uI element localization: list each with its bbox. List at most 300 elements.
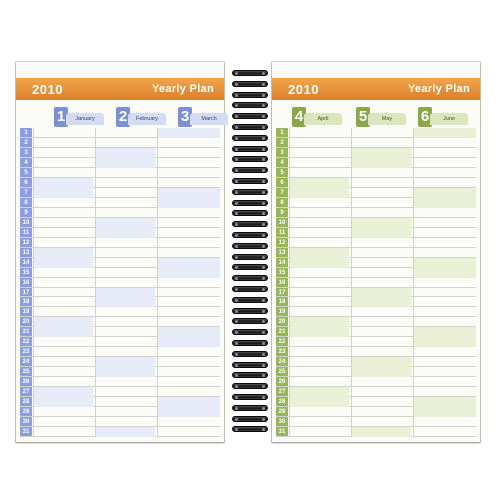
day-cell[interactable] <box>33 367 93 377</box>
day-number: 23 <box>278 349 286 356</box>
day-cell[interactable] <box>413 148 476 158</box>
day-cell[interactable] <box>95 407 155 417</box>
day-cell[interactable] <box>95 387 155 397</box>
left-day-row <box>20 297 220 307</box>
day-number: 24 <box>22 359 30 366</box>
day-cell[interactable] <box>157 317 220 327</box>
day-number: 20 <box>278 319 286 326</box>
day-cell[interactable] <box>95 297 155 307</box>
day-cell[interactable] <box>157 427 220 437</box>
right-day-row <box>276 288 476 298</box>
right-day-row <box>276 397 476 407</box>
day-cell[interactable] <box>413 258 476 268</box>
day-cell[interactable] <box>157 377 220 387</box>
day-cell[interactable] <box>289 377 349 387</box>
right-page <box>272 62 480 442</box>
day-number: 30 <box>22 419 30 426</box>
binding-coil <box>232 416 268 422</box>
day-cell[interactable] <box>95 288 155 298</box>
day-cell[interactable] <box>413 138 476 148</box>
day-cell[interactable] <box>413 327 476 337</box>
day-cell[interactable] <box>289 218 349 228</box>
day-cell[interactable] <box>157 407 220 417</box>
binding-coil <box>232 81 268 87</box>
month-number: 3 <box>178 107 192 127</box>
day-cell[interactable] <box>413 268 476 278</box>
day-cell[interactable] <box>413 407 476 417</box>
right-day-row <box>276 198 476 208</box>
left-page-header <box>16 78 224 100</box>
day-cell[interactable] <box>33 258 93 268</box>
day-cell[interactable] <box>413 228 476 238</box>
day-number: 20 <box>22 319 30 326</box>
day-cell[interactable] <box>157 238 220 248</box>
day-cell[interactable] <box>95 377 155 387</box>
day-cell[interactable] <box>33 268 93 278</box>
day-cell[interactable] <box>289 417 349 427</box>
day-number: 31 <box>22 429 30 436</box>
binding-coil <box>232 372 268 378</box>
day-cell[interactable] <box>95 198 155 208</box>
day-cell[interactable] <box>413 288 476 298</box>
day-cell[interactable] <box>351 188 411 198</box>
day-cell[interactable] <box>351 258 411 268</box>
right-day-row <box>276 417 476 427</box>
day-cell[interactable] <box>95 238 155 248</box>
day-cell[interactable] <box>351 367 411 377</box>
binding-coil <box>232 167 268 173</box>
day-cell[interactable] <box>289 198 349 208</box>
day-cell[interactable] <box>95 228 155 238</box>
day-cell[interactable] <box>351 178 411 188</box>
right-day-row <box>276 178 476 188</box>
day-number: 15 <box>22 269 30 276</box>
day-cell[interactable] <box>413 168 476 178</box>
left-day-row <box>20 138 220 148</box>
day-cell[interactable] <box>33 427 93 437</box>
binding-coil <box>232 102 268 108</box>
day-cell[interactable] <box>289 238 349 248</box>
day-cell[interactable] <box>157 208 220 218</box>
day-cell[interactable] <box>289 407 349 417</box>
day-cell[interactable] <box>351 427 411 437</box>
binding-coil <box>232 405 268 411</box>
day-cell[interactable] <box>157 397 220 407</box>
right-day-row <box>276 128 476 138</box>
day-cell[interactable] <box>413 397 476 407</box>
day-cell[interactable] <box>33 238 93 248</box>
day-number: 2 <box>280 139 284 146</box>
day-number: 29 <box>22 409 30 416</box>
day-cell[interactable] <box>289 397 349 407</box>
day-cell[interactable] <box>351 148 411 158</box>
left-page-year: 2010 <box>32 81 63 97</box>
day-cell[interactable] <box>413 377 476 387</box>
day-cell[interactable] <box>289 278 349 288</box>
month-number: 2 <box>116 107 130 127</box>
day-number: 16 <box>278 279 286 286</box>
right-day-row <box>276 138 476 148</box>
day-cell[interactable] <box>289 248 349 258</box>
day-cell[interactable] <box>351 208 411 218</box>
left-day-row <box>20 128 220 138</box>
day-cell[interactable] <box>351 307 411 317</box>
day-cell[interactable] <box>413 307 476 317</box>
day-cell[interactable] <box>33 198 93 208</box>
day-cell[interactable] <box>351 387 411 397</box>
day-cell[interactable] <box>413 198 476 208</box>
day-cell[interactable] <box>157 218 220 228</box>
day-cell[interactable] <box>289 138 349 148</box>
day-cell[interactable] <box>157 158 220 168</box>
day-cell[interactable] <box>95 218 155 228</box>
day-cell[interactable] <box>33 278 93 288</box>
day-cell[interactable] <box>157 367 220 377</box>
left-day-row <box>20 188 220 198</box>
day-cell[interactable] <box>351 278 411 288</box>
day-cell[interactable] <box>157 248 220 258</box>
day-number: 30 <box>278 419 286 426</box>
binding-coil <box>232 243 268 249</box>
day-cell[interactable] <box>289 347 349 357</box>
day-cell[interactable] <box>33 307 93 317</box>
day-cell[interactable] <box>289 178 349 188</box>
day-cell[interactable] <box>289 188 349 198</box>
day-cell[interactable] <box>289 387 349 397</box>
right-day-row <box>276 317 476 327</box>
day-number: 29 <box>278 409 286 416</box>
day-cell[interactable] <box>351 288 411 298</box>
day-cell[interactable] <box>289 258 349 268</box>
month-name: January <box>66 113 104 125</box>
day-cell[interactable] <box>413 158 476 168</box>
day-cell[interactable] <box>33 337 93 347</box>
binding-coil <box>232 426 268 432</box>
day-cell[interactable] <box>351 397 411 407</box>
day-cell[interactable] <box>351 377 411 387</box>
day-cell[interactable] <box>33 407 93 417</box>
day-cell[interactable] <box>33 178 93 188</box>
day-cell[interactable] <box>351 238 411 248</box>
day-cell[interactable] <box>95 347 155 357</box>
day-cell[interactable] <box>95 268 155 278</box>
day-cell[interactable] <box>289 158 349 168</box>
binding-coil <box>232 286 268 292</box>
left-day-row <box>20 317 220 327</box>
right-day-row <box>276 367 476 377</box>
binding-coil <box>232 329 268 335</box>
month-tab-june <box>418 107 468 127</box>
day-cell[interactable] <box>157 138 220 148</box>
binding-coil <box>232 383 268 389</box>
day-number: 18 <box>22 299 30 306</box>
right-day-row <box>276 268 476 278</box>
day-number: 9 <box>280 209 284 216</box>
day-cell[interactable] <box>33 327 93 337</box>
day-number: 16 <box>22 279 30 286</box>
day-cell[interactable] <box>413 238 476 248</box>
day-cell[interactable] <box>289 268 349 278</box>
day-cell[interactable] <box>289 427 349 437</box>
right-day-row <box>276 297 476 307</box>
day-number: 11 <box>278 229 286 236</box>
day-cell[interactable] <box>289 228 349 238</box>
day-cell[interactable] <box>33 138 93 148</box>
day-cell[interactable] <box>413 387 476 397</box>
binding-coil <box>232 146 268 152</box>
day-cell[interactable] <box>33 288 93 298</box>
day-cell[interactable] <box>351 268 411 278</box>
day-cell[interactable] <box>351 158 411 168</box>
day-number: 31 <box>278 429 286 436</box>
day-number: 14 <box>278 259 286 266</box>
day-number: 25 <box>278 369 286 376</box>
day-cell[interactable] <box>289 148 349 158</box>
day-cell[interactable] <box>413 178 476 188</box>
day-cell[interactable] <box>351 417 411 427</box>
day-number: 18 <box>278 299 286 306</box>
day-cell[interactable] <box>33 218 93 228</box>
left-day-row <box>20 248 220 258</box>
month-tab-february <box>116 107 166 127</box>
day-cell[interactable] <box>33 397 93 407</box>
binding-coil <box>232 178 268 184</box>
left-day-row <box>20 357 220 367</box>
day-cell[interactable] <box>351 357 411 367</box>
day-cell[interactable] <box>33 228 93 238</box>
month-number: 1 <box>54 107 68 127</box>
day-cell[interactable] <box>413 218 476 228</box>
day-cell[interactable] <box>157 228 220 238</box>
day-cell[interactable] <box>289 337 349 347</box>
day-cell[interactable] <box>289 168 349 178</box>
spiral-binding <box>224 70 276 442</box>
day-cell[interactable] <box>289 288 349 298</box>
day-number: 24 <box>278 359 286 366</box>
day-cell[interactable] <box>413 128 476 138</box>
day-cell[interactable] <box>157 387 220 397</box>
day-cell[interactable] <box>33 417 93 427</box>
day-cell[interactable] <box>157 347 220 357</box>
right-day-row <box>276 168 476 178</box>
day-cell[interactable] <box>95 367 155 377</box>
day-cell[interactable] <box>95 417 155 427</box>
day-cell[interactable] <box>413 248 476 258</box>
day-cell[interactable] <box>33 148 93 158</box>
day-cell[interactable] <box>351 138 411 148</box>
day-cell[interactable] <box>95 148 155 158</box>
binding-coil <box>232 221 268 227</box>
day-cell[interactable] <box>351 168 411 178</box>
day-cell[interactable] <box>33 188 93 198</box>
left-day-row <box>20 278 220 288</box>
day-cell[interactable] <box>95 158 155 168</box>
day-cell[interactable] <box>157 168 220 178</box>
day-number: 4 <box>280 159 284 166</box>
day-cell[interactable] <box>413 278 476 288</box>
day-cell[interactable] <box>33 168 93 178</box>
day-number: 26 <box>22 379 30 386</box>
day-number: 10 <box>22 219 30 226</box>
day-cell[interactable] <box>33 208 93 218</box>
day-cell[interactable] <box>351 198 411 208</box>
day-cell[interactable] <box>95 168 155 178</box>
day-cell[interactable] <box>351 407 411 417</box>
day-number: 23 <box>22 349 30 356</box>
day-cell[interactable] <box>95 397 155 407</box>
day-cell[interactable] <box>95 357 155 367</box>
day-cell[interactable] <box>157 258 220 268</box>
left-day-row <box>20 387 220 397</box>
day-cell[interactable] <box>351 317 411 327</box>
left-day-row <box>20 178 220 188</box>
day-cell[interactable] <box>95 327 155 337</box>
day-cell[interactable] <box>95 178 155 188</box>
month-tab-january <box>54 107 104 127</box>
day-cell[interactable] <box>413 347 476 357</box>
day-cell[interactable] <box>157 198 220 208</box>
right-day-row <box>276 377 476 387</box>
left-page-title: Yearly Plan <box>151 83 214 95</box>
month-name: May <box>368 113 406 125</box>
left-day-row <box>20 307 220 317</box>
day-number: 22 <box>22 339 30 346</box>
day-cell[interactable] <box>413 417 476 427</box>
day-cell[interactable] <box>95 208 155 218</box>
day-cell[interactable] <box>413 367 476 377</box>
right-day-row <box>276 278 476 288</box>
day-cell[interactable] <box>351 347 411 357</box>
left-day-row <box>20 238 220 248</box>
month-name: June <box>430 113 468 125</box>
month-name: April <box>304 113 342 125</box>
day-number: 12 <box>22 239 30 246</box>
left-day-row <box>20 337 220 347</box>
right-page-year: 2010 <box>288 81 319 97</box>
day-cell[interactable] <box>413 208 476 218</box>
binding-coil <box>232 156 268 162</box>
left-day-row <box>20 407 220 417</box>
day-cell[interactable] <box>157 357 220 367</box>
day-cell[interactable] <box>351 218 411 228</box>
day-number: 10 <box>278 219 286 226</box>
day-cell[interactable] <box>157 128 220 138</box>
left-day-row <box>20 268 220 278</box>
binding-coil <box>232 113 268 119</box>
day-number: 22 <box>278 339 286 346</box>
left-day-row <box>20 158 220 168</box>
day-cell[interactable] <box>289 317 349 327</box>
right-day-row <box>276 337 476 347</box>
day-cell[interactable] <box>33 387 93 397</box>
day-cell[interactable] <box>413 188 476 198</box>
binding-coil <box>232 232 268 238</box>
day-number: 15 <box>278 269 286 276</box>
binding-coil <box>232 210 268 216</box>
day-cell[interactable] <box>413 357 476 367</box>
binding-coil <box>232 351 268 357</box>
day-cell[interactable] <box>351 128 411 138</box>
day-cell[interactable] <box>33 317 93 327</box>
day-cell[interactable] <box>95 337 155 347</box>
day-number: 25 <box>22 369 30 376</box>
right-page-header <box>272 78 480 100</box>
day-cell[interactable] <box>95 138 155 148</box>
day-cell[interactable] <box>33 128 93 138</box>
day-cell[interactable] <box>289 327 349 337</box>
binding-coil <box>232 362 268 368</box>
day-cell[interactable] <box>157 327 220 337</box>
day-cell[interactable] <box>351 297 411 307</box>
right-day-row <box>276 327 476 337</box>
right-day-row <box>276 357 476 367</box>
left-day-row <box>20 397 220 407</box>
day-cell[interactable] <box>289 128 349 138</box>
right-page-day-grid <box>276 128 476 437</box>
day-cell[interactable] <box>351 337 411 347</box>
binding-coil <box>232 318 268 324</box>
day-cell[interactable] <box>95 278 155 288</box>
day-cell[interactable] <box>95 258 155 268</box>
day-cell[interactable] <box>157 188 220 198</box>
day-cell[interactable] <box>351 248 411 258</box>
day-cell[interactable] <box>289 307 349 317</box>
right-day-row <box>276 387 476 397</box>
day-number: 12 <box>278 239 286 246</box>
day-cell[interactable] <box>157 278 220 288</box>
day-cell[interactable] <box>289 208 349 218</box>
day-cell[interactable] <box>289 367 349 377</box>
day-cell[interactable] <box>157 178 220 188</box>
day-cell[interactable] <box>95 317 155 327</box>
day-cell[interactable] <box>351 327 411 337</box>
day-cell[interactable] <box>95 188 155 198</box>
day-cell[interactable] <box>95 128 155 138</box>
day-cell[interactable] <box>413 427 476 437</box>
day-cell[interactable] <box>33 297 93 307</box>
left-day-row <box>20 347 220 357</box>
day-number: 19 <box>278 309 286 316</box>
day-cell[interactable] <box>157 288 220 298</box>
day-cell[interactable] <box>413 337 476 347</box>
day-cell[interactable] <box>33 347 93 357</box>
day-cell[interactable] <box>33 377 93 387</box>
day-cell[interactable] <box>157 297 220 307</box>
day-cell[interactable] <box>33 357 93 367</box>
day-cell[interactable] <box>157 337 220 347</box>
day-cell[interactable] <box>157 268 220 278</box>
day-cell[interactable] <box>33 248 93 258</box>
day-cell[interactable] <box>157 307 220 317</box>
day-number: 28 <box>22 399 30 406</box>
left-page <box>16 62 224 442</box>
day-cell[interactable] <box>33 158 93 168</box>
day-cell[interactable] <box>157 148 220 158</box>
day-cell[interactable] <box>351 228 411 238</box>
day-cell[interactable] <box>413 297 476 307</box>
day-cell[interactable] <box>289 357 349 367</box>
day-cell[interactable] <box>157 417 220 427</box>
left-day-row <box>20 427 220 437</box>
day-number: 27 <box>278 389 286 396</box>
left-day-row <box>20 168 220 178</box>
day-cell[interactable] <box>413 317 476 327</box>
day-cell[interactable] <box>95 427 155 437</box>
day-cell[interactable] <box>289 297 349 307</box>
day-cell[interactable] <box>95 248 155 258</box>
day-cell[interactable] <box>95 307 155 317</box>
right-day-row <box>276 238 476 248</box>
